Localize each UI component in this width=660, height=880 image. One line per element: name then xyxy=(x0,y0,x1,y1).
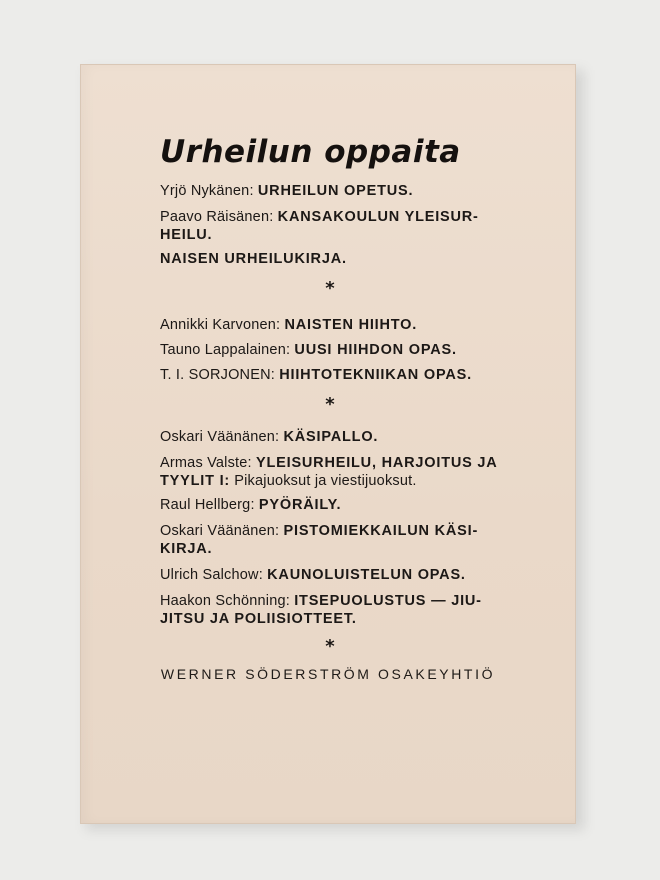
entry-title-cont: KIRJA. xyxy=(160,541,213,557)
entry-author: Haakon Schönning: xyxy=(160,593,290,609)
entry-vaananen-pistomiekkailu xyxy=(160,522,530,558)
entry-title-cont: JITSU JA POLIISIOTTEET. xyxy=(160,611,357,627)
entry-title: KAUNOLUISTELUN OPAS. xyxy=(267,567,466,583)
entry-author: Armas Valste: xyxy=(160,455,252,471)
separator-star: * xyxy=(325,636,335,657)
entry-naisen-urheilukirja xyxy=(160,250,530,268)
entry-vaananen-kasipallo xyxy=(160,428,530,446)
entry-title: PYÖRÄILY. xyxy=(258,497,342,513)
entry-title: KÄSIPALLO. xyxy=(283,429,379,445)
entry-title: PISTOMIEKKAILUN KÄSI- xyxy=(283,523,479,539)
entry-title: NAISTEN HIIHTO. xyxy=(284,317,418,333)
entry-title: YLEISURHEILU, HARJOITUS JA xyxy=(256,455,498,471)
entry-raisanen xyxy=(160,208,530,244)
separator-star: * xyxy=(325,278,335,299)
entry-title: ITSEPUOLUSTUS — JIU- xyxy=(294,593,482,609)
separator-star: * xyxy=(325,394,335,415)
entry-title: NAISEN URHEILUKIRJA. xyxy=(160,251,347,267)
publisher-name: WERNER SÖDERSTRÖM OSAKEYHTIÖ xyxy=(160,666,496,682)
entry-title-cont: HEILU. xyxy=(160,227,213,243)
entry-karvonen xyxy=(160,316,530,334)
book-back-cover xyxy=(80,64,576,824)
entry-schonning xyxy=(160,592,530,628)
entry-author: T. I. SORJONEN: xyxy=(160,367,275,383)
entry-title-cont: TYYLIT I: xyxy=(160,473,231,489)
entry-sorjonen xyxy=(160,366,530,384)
entry-title: HIIHTOTEKNIIKAN OPAS. xyxy=(279,367,472,383)
entry-author: Oskari Väänänen: xyxy=(160,429,280,445)
entry-title: URHEILUN OPETUS. xyxy=(257,183,414,199)
entry-subtitle: Pikajuoksut ja viestijuoksut. xyxy=(234,473,417,489)
cover-title: Urheilun oppaita xyxy=(160,134,461,170)
entry-nykanen xyxy=(160,182,530,200)
entry-salchow xyxy=(160,566,530,584)
entry-title: UUSI HIIHDON OPAS. xyxy=(294,342,457,358)
entry-lappalainen xyxy=(160,341,530,359)
entry-author: Raul Hellberg: xyxy=(160,497,255,513)
entry-author: Ulrich Salchow: xyxy=(160,567,263,583)
entry-valste xyxy=(160,454,530,490)
entry-author: Oskari Väänänen: xyxy=(160,523,280,539)
entry-hellberg xyxy=(160,496,530,514)
entry-title: KANSAKOULUN YLEISUR- xyxy=(277,209,479,225)
entry-author: Tauno Lappalainen: xyxy=(160,342,291,358)
entry-author: Yrjö Nykänen: xyxy=(160,183,254,199)
entry-author: Paavo Räisänen: xyxy=(160,209,274,225)
entry-author: Annikki Karvonen: xyxy=(160,317,281,333)
